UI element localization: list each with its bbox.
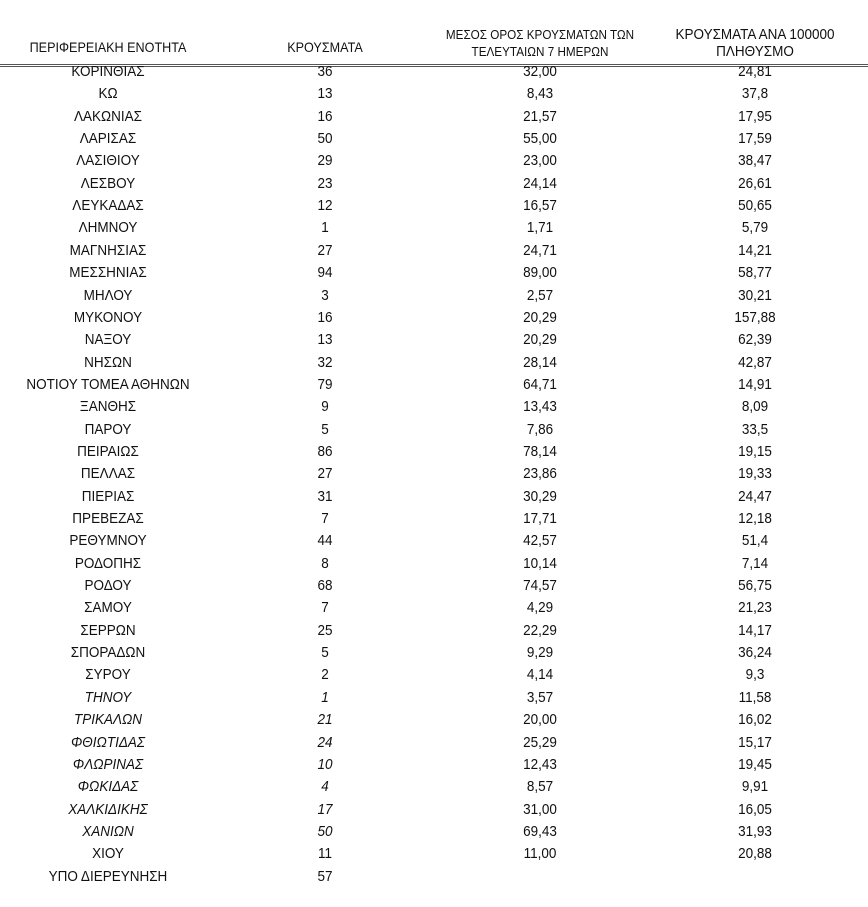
cell-avg7: 69,43 <box>523 822 557 840</box>
table-row <box>0 620 868 642</box>
cell-cases: 4 <box>321 778 329 796</box>
table-row <box>0 61 868 83</box>
cell-avg7: 20,29 <box>523 308 557 326</box>
cell-per100k: 8,09 <box>741 398 769 416</box>
cell-avg7: 22,29 <box>523 621 557 639</box>
cell-avg7: 28,14 <box>523 353 557 371</box>
cell-avg7: 20,00 <box>523 711 557 729</box>
cell-per100k: 14,91 <box>738 375 772 393</box>
cell-region: ΤΡΙΚΑΛΩΝ <box>73 711 143 729</box>
table-row <box>0 866 868 888</box>
cell-cases: 27 <box>317 465 333 483</box>
table-row <box>0 150 868 172</box>
table-row <box>0 262 868 284</box>
cell-per100k: 51,4 <box>741 532 769 550</box>
cell-region: ΝΗΣΩΝ <box>84 353 132 371</box>
cell-avg7: 32,00 <box>523 63 557 80</box>
cell-per100k: 42,87 <box>738 353 772 371</box>
cell-per100k: 26,61 <box>738 174 772 192</box>
cell-avg7: 1,71 <box>526 219 554 237</box>
cell-avg7: 3,57 <box>526 688 554 706</box>
cell-cases: 8 <box>321 554 329 572</box>
cell-per100k: 7,14 <box>741 554 769 572</box>
header-per100k: ΚΡΟΥΣΜΑΤΑ ΑΝΑ 100000 ΠΛΗΘΥΣΜΟ <box>675 26 835 60</box>
cell-cases: 13 <box>317 85 333 103</box>
table-row <box>0 687 868 709</box>
cell-cases: 12 <box>317 197 333 215</box>
cell-cases: 27 <box>317 241 333 259</box>
cell-per100k: 11,58 <box>738 688 772 706</box>
cell-per100k: 31,93 <box>738 822 772 840</box>
cell-region: ΛΑΚΩΝΙΑΣ <box>74 107 142 125</box>
cell-cases: 50 <box>317 822 333 840</box>
table-row <box>0 709 868 731</box>
header-cases: ΚΡΟΥΣΜΑΤΑ <box>287 39 363 55</box>
table-row <box>0 396 868 418</box>
table-row <box>0 553 868 575</box>
table-row <box>0 128 868 150</box>
cell-cases: 94 <box>317 264 333 282</box>
cell-per100k: 14,21 <box>738 241 772 259</box>
table-row <box>0 83 868 105</box>
cell-per100k: 14,17 <box>738 621 772 639</box>
cell-avg7: 89,00 <box>523 264 557 282</box>
table-row <box>0 374 868 396</box>
cell-region: ΠΑΡΟΥ <box>84 420 132 438</box>
cell-region: ΦΘΙΩΤΙΔΑΣ <box>71 733 145 751</box>
cell-avg7: 23,00 <box>523 152 557 170</box>
cell-cases: 5 <box>321 644 329 662</box>
cell-per100k: 157,88 <box>734 308 776 326</box>
table-row <box>0 508 868 530</box>
cell-cases: 5 <box>321 420 329 438</box>
cell-region: ΤΗΝΟΥ <box>84 688 132 706</box>
cell-avg7: 4,14 <box>526 666 554 684</box>
cell-avg7: 8,43 <box>526 85 554 103</box>
table-row <box>0 799 868 821</box>
cell-per100k: 9,91 <box>741 778 769 796</box>
cell-cases: 31 <box>317 487 333 505</box>
cell-region: ΛΑΣΙΘΙΟΥ <box>76 152 140 170</box>
cell-cases: 68 <box>317 577 333 595</box>
cell-region: ΜΥΚΟΝΟΥ <box>73 308 143 326</box>
cell-cases: 23 <box>317 174 333 192</box>
cell-region: ΞΑΝΘΗΣ <box>79 398 137 416</box>
cell-region: ΦΛΩΡΙΝΑΣ <box>72 755 144 773</box>
cell-region: ΧΑΛΚΙΔΙΚΗΣ <box>68 800 148 818</box>
cell-avg7: 10,14 <box>523 554 557 572</box>
cell-region: ΠΕΛΛΑΣ <box>80 465 136 483</box>
table-row <box>0 642 868 664</box>
cell-per100k: 38,47 <box>738 152 772 170</box>
cell-per100k: 58,77 <box>738 264 772 282</box>
cell-avg7: 4,29 <box>526 599 554 617</box>
table-row <box>0 352 868 374</box>
cell-avg7: 30,29 <box>523 487 557 505</box>
cell-cases: 2 <box>321 666 329 684</box>
header-avg7: ΜΕΣΟΣ ΟΡΟΣ ΚΡΟΥΣΜΑΤΩΝ ΤΩΝ ΤΕΛΕΥΤΑΙΩΝ 7 ΗΜΕΡΩΝ <box>445 27 635 59</box>
cell-region: ΜΕΣΣΗΝΙΑΣ <box>69 264 147 282</box>
cell-per100k: 19,45 <box>738 755 772 773</box>
cell-cases: 11 <box>317 845 333 863</box>
cell-region: ΛΕΥΚΑΔΑΣ <box>72 197 144 215</box>
cell-per100k: 16,02 <box>738 711 772 729</box>
table-row <box>0 195 868 217</box>
cell-per100k: 17,95 <box>738 107 772 125</box>
cell-region: ΣΑΜΟΥ <box>84 599 132 617</box>
cell-cases: 29 <box>317 152 333 170</box>
cell-avg7: 42,57 <box>523 532 557 550</box>
cell-region: ΧΑΝΙΩΝ <box>82 822 134 840</box>
table-row <box>0 732 868 754</box>
cell-avg7: 11,00 <box>523 845 557 863</box>
cell-region: ΠΙΕΡΙΑΣ <box>81 487 135 505</box>
cell-avg7: 55,00 <box>523 130 557 148</box>
cell-per100k: 33,5 <box>741 420 769 438</box>
cell-cases: 16 <box>317 107 333 125</box>
cell-cases: 1 <box>321 688 329 706</box>
cell-cases: 24 <box>317 733 333 751</box>
cell-region: ΠΡΕΒΕΖΑΣ <box>72 510 144 527</box>
cell-avg7: 74,57 <box>523 577 557 595</box>
cell-cases: 50 <box>317 130 333 148</box>
cell-per100k: 12,18 <box>738 510 772 527</box>
cell-region: ΥΠΟ ΔΙΕΡΕΥΝΗΣΗ <box>48 867 168 885</box>
cell-per100k: 56,75 <box>738 577 772 595</box>
cell-avg7: 12,43 <box>523 755 557 773</box>
cell-per100k: 9,3 <box>745 666 765 684</box>
cell-per100k: 62,39 <box>738 331 772 349</box>
cell-cases: 3 <box>321 286 329 304</box>
cell-avg7: 7,86 <box>526 420 554 438</box>
table-row <box>0 173 868 195</box>
cell-avg7: 24,71 <box>523 241 557 259</box>
cell-avg7: 64,71 <box>523 375 557 393</box>
table-row <box>0 754 868 776</box>
cell-region: ΣΕΡΡΩΝ <box>80 621 136 639</box>
cell-avg7: 16,57 <box>523 197 557 215</box>
cell-per100k: 19,33 <box>738 465 772 483</box>
cell-per100k: 24,81 <box>738 63 772 80</box>
cell-avg7: 17,71 <box>523 510 557 527</box>
cell-region: ΛΗΜΝΟΥ <box>78 219 138 237</box>
cell-region: ΣΠΟΡΑΔΩΝ <box>70 644 146 662</box>
cell-avg7: 24,14 <box>523 174 557 192</box>
table-row <box>0 597 868 619</box>
cell-per100k: 20,88 <box>738 845 772 863</box>
table-row <box>0 575 868 597</box>
cell-region: ΜΑΓΝΗΣΙΑΣ <box>69 241 147 259</box>
cell-per100k: 30,21 <box>738 286 772 304</box>
cell-avg7: 31,00 <box>523 800 557 818</box>
table-row <box>0 821 868 843</box>
cell-avg7: 9,29 <box>526 644 554 662</box>
cell-cases: 32 <box>317 353 333 371</box>
cell-region: ΣΥΡΟΥ <box>85 666 131 684</box>
cell-region: ΚΟΡΙΝΘΙΑΣ <box>71 63 145 80</box>
cell-cases: 44 <box>317 532 333 550</box>
table-row <box>0 486 868 508</box>
cell-per100k: 17,59 <box>738 130 772 148</box>
cell-per100k: 24,47 <box>738 487 772 505</box>
cell-region: ΡΕΘΥΜΝΟΥ <box>69 532 147 550</box>
cell-per100k: 15,17 <box>738 733 772 751</box>
table-row <box>0 419 868 441</box>
cell-cases: 7 <box>321 599 329 617</box>
cell-region: ΧΙΟΥ <box>92 845 124 863</box>
table-row <box>0 240 868 262</box>
cell-region: ΡΟΔΟΥ <box>84 577 132 595</box>
cell-cases: 17 <box>317 800 333 818</box>
cell-cases: 21 <box>317 711 333 729</box>
table-row <box>0 843 868 865</box>
cell-cases: 10 <box>317 755 333 773</box>
cell-per100k: 19,15 <box>738 442 772 460</box>
cell-avg7: 23,86 <box>523 465 557 483</box>
cell-avg7: 25,29 <box>523 733 557 751</box>
cell-cases: 7 <box>321 510 329 527</box>
cell-cases: 86 <box>317 442 333 460</box>
table-row <box>0 285 868 307</box>
cell-region: ΠΕΙΡΑΙΩΣ <box>77 442 139 460</box>
header-region: ΠΕΡΙΦΕΡΕΙΑΚΗ ΕΝΟΤΗΤΑ <box>29 39 187 55</box>
cell-per100k: 36,24 <box>738 644 772 662</box>
table-row <box>0 463 868 485</box>
cell-cases: 16 <box>317 308 333 326</box>
cell-per100k: 5,79 <box>741 219 769 237</box>
cell-avg7: 2,57 <box>526 286 554 304</box>
table-row <box>0 664 868 686</box>
cell-cases: 1 <box>321 219 329 237</box>
table-row <box>0 106 868 128</box>
cell-region: ΚΩ <box>98 85 118 103</box>
table-row <box>0 307 868 329</box>
cell-region: ΝΑΞΟΥ <box>84 331 132 349</box>
cell-cases: 57 <box>317 867 333 885</box>
cell-cases: 79 <box>317 375 333 393</box>
cell-cases: 13 <box>317 331 333 349</box>
cell-avg7: 20,29 <box>523 331 557 349</box>
table-row <box>0 217 868 239</box>
table-row <box>0 530 868 552</box>
cell-cases: 25 <box>317 621 333 639</box>
cell-per100k: 50,65 <box>738 197 772 215</box>
cell-region: ΛΕΣΒΟΥ <box>80 174 136 192</box>
cell-per100k: 21,23 <box>738 599 772 617</box>
cell-per100k: 37,8 <box>741 85 769 103</box>
cell-avg7: 8,57 <box>526 778 554 796</box>
table-row <box>0 329 868 351</box>
cell-region: ΦΩΚΙΔΑΣ <box>77 778 139 796</box>
table-row <box>0 776 868 798</box>
cell-per100k: 16,05 <box>738 800 772 818</box>
cell-cases: 9 <box>321 398 329 416</box>
table-row <box>0 441 868 463</box>
cell-avg7: 13,43 <box>523 398 557 416</box>
cell-region: ΡΟΔΟΠΗΣ <box>74 554 142 572</box>
cell-avg7: 21,57 <box>523 107 557 125</box>
cell-region: ΝΟΤΙΟΥ ΤΟΜΕΑ ΑΘΗΝΩΝ <box>26 375 190 393</box>
cell-region: ΛΑΡΙΣΑΣ <box>79 130 137 148</box>
table-header <box>0 0 868 67</box>
cell-cases: 36 <box>317 63 333 80</box>
cell-avg7: 78,14 <box>523 442 557 460</box>
cell-region: ΜΗΛΟΥ <box>83 286 133 304</box>
